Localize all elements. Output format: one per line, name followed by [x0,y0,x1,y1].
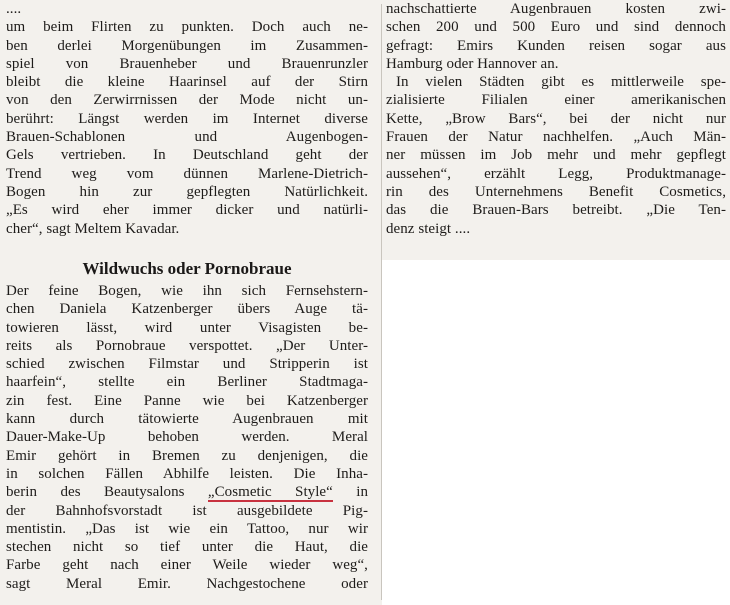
text-line: „Es wird eher immer dicker und natürli- [6,202,368,219]
text-line: zialisierte Filialen einer amerikanischen [386,92,726,109]
text-line: Dauer-Make-Up behoben werden. Meral [6,429,368,446]
text-line: rin des Unternehmens Benefit Cosmetics, [386,183,726,200]
text-line: mentistin. „Das ist wie ein Tattoo, nur wir [6,520,368,537]
left-column-lower-paragraph [6,282,368,593]
text-line: haarfein“, stellte ein Berliner Stadtmaga- [6,374,368,391]
section-subheading: Wildwuchs oder Pornobraue [82,259,292,278]
text-line: .... [6,1,22,17]
text-line: cher“, sagt Meltem Kavadar. [6,220,180,237]
text-line: Brauen-Schablonen und Augenbogen- [6,129,368,146]
text-line: bleibt die kleine Haarinsel auf der Stirn [6,74,368,91]
text-line: schied zwischen Filmstar und Stripperin ist [6,356,368,373]
text-line: kann durch tätowierte Augenbrauen mit [6,411,368,428]
text-line: denz steigt .... [386,220,471,237]
text-line: Bogen hin zur gepflegten Natürlichkeit. [6,183,368,200]
text-line: Hamburg oder Hannover an. [386,55,559,72]
text-line: In vielen Städten gibt es mittlerweile spe- [396,74,726,91]
text-line: sagt Meral Emir. Nachgestochene oder [6,575,368,592]
text-line: spiel von Brauenheber und Brauenrunzler [6,55,368,72]
text-line: Emir gehört in Bremen zu denjenigen, die [6,447,368,464]
text-line: Trend weg vom dünnen Marlene-Dietrich- [6,165,368,182]
text-line: berührt: Längst werden im Internet diverse [6,110,368,127]
text-line: um beim Flirten zu punkten. Doch auch ne- [6,19,368,36]
text-line: Gels vertrieben. In Deutschland geht der [6,147,368,164]
text-line: Farbe geht nach einer Weile wieder weg“, [6,557,368,574]
text-line: Der feine Bogen, wie ihn sich Fernsehstern- [6,283,368,299]
text-fragment: berin des Beautysalons [6,484,208,501]
text-line: das die Brauen-Bars betreibt. „Die Ten- [386,202,726,219]
text-line: reits als Pornobraue verspottet. „Der Unter- [6,337,368,354]
text-line: Frauen der Natur nachhelfen. „Auch Män- [386,129,726,146]
text-line: schen 200 und 500 Euro und sind dennoch [386,19,726,36]
text-line: aussehen“, erzählt Legg, Produktmanage- [386,165,726,182]
text-line: Kette, „Brow Bars“, bei der nicht nur [386,110,726,127]
highlighted-salon-name: „Cosmetic Style“ [207,484,333,501]
text-line: gefragt: Emirs Kunden reisen sogar aus [386,37,726,54]
text-line: zin fest. Eine Panne wie bei Katzenberger [6,392,368,409]
right-column-text [386,0,726,238]
column-divider [381,4,382,600]
text-line: von den Zerwirrnissen der Mode nicht un- [6,92,368,109]
left-column-upper-paragraph [6,0,368,238]
text-fragment: in [332,484,368,501]
text-line: ner müssen im Job mehr und mehr gepflegt [386,147,726,164]
text-line: stechen nicht so tief unter die Haut, die [6,539,368,556]
text-line: chen Daniela Katzenberger übers Auge tä- [6,301,368,318]
text-line: ben derlei Morgenübungen im Zusammen- [6,37,368,54]
text-line: der Bahnhofsvorstadt ist ausgebildete Pig- [6,502,368,519]
text-line-with-highlight [6,483,368,501]
text-line: towieren lässt, wird unter Visagisten be- [6,319,368,336]
text-line: in solchen Fällen Abhilfe leisten. Die Inha- [6,465,368,482]
text-line: nachschattierte Augenbrauen kosten zwi- [386,1,726,17]
